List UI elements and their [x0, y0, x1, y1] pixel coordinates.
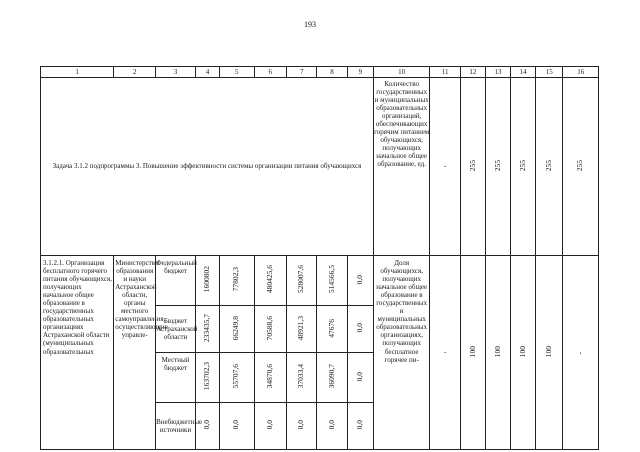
column-number: 12 — [460, 67, 485, 78]
column-number: 8 — [317, 67, 347, 78]
funding-value: 55707,6 — [231, 364, 241, 389]
funding-value: 47676 — [326, 318, 336, 338]
funding-value: 48921,3 — [296, 315, 306, 341]
page-number: 193 — [304, 20, 316, 29]
activity-executor: Министерство образования и науки Астраханской области, органы местного самоуправления, осуществляющие управле- — [114, 256, 156, 450]
indicator-name: Доля обучающихся, получающих начальное общее образование в государственных и муниципальных образовательных организациях, получающих бесплатное горячее пи- — [373, 256, 430, 450]
funding-value: 0,0 — [355, 371, 364, 382]
funding-value: 0,0 — [355, 274, 364, 285]
column-number: 16 — [563, 67, 599, 78]
task-title: Задача 3.1.2 подпрограммы 3. Повышение эффективности системы организации питания обучающихся — [41, 78, 374, 256]
column-number: 14 — [511, 67, 536, 78]
funding-source-label: Внебюджетные источники — [156, 403, 196, 450]
funding-value: 37033,4 — [296, 364, 306, 389]
column-number: 4 — [195, 67, 219, 78]
task-row — [41, 78, 599, 256]
column-number: 15 — [536, 67, 563, 78]
indicator-value: 100 — [517, 345, 527, 358]
funding-value: 66249,8 — [231, 315, 241, 341]
indicator-value: - — [575, 351, 585, 355]
funding-value: 0,0 — [296, 420, 306, 430]
funding-value: 36090,7 — [326, 364, 336, 389]
funding-value: 528007,6 — [296, 265, 306, 294]
column-number: 5 — [220, 67, 255, 78]
indicator-value: 255 — [543, 159, 553, 172]
funding-value: 1600802 — [202, 266, 212, 293]
indicator-name: Количество государственных и муниципальных образовательных организаций, обеспечивающих горячим питанием обучающихся, получающих начальное общее образование, ед. — [373, 78, 430, 256]
indicator-value: 255 — [467, 159, 477, 172]
column-number-row — [41, 67, 599, 78]
funding-value: 0,0 — [231, 420, 241, 430]
funding-value: 70588,6 — [264, 315, 274, 341]
column-number: 11 — [430, 67, 460, 78]
column-number: 3 — [156, 67, 196, 78]
indicator-base-value: - — [430, 78, 460, 256]
indicator-value: 100 — [467, 345, 477, 358]
funding-value: 0,0 — [355, 323, 364, 333]
funding-value: 163702,3 — [202, 362, 212, 391]
funding-value: 0,0 — [202, 420, 212, 430]
funding-value: 0,0 — [355, 420, 364, 430]
funding-value: 0,0 — [326, 420, 336, 430]
funding-value: 0,0 — [264, 420, 274, 430]
funding-value: 514566,5 — [326, 265, 336, 294]
funding-source-label: Федеральный бюджет — [156, 256, 196, 306]
indicator-value: 100 — [492, 345, 502, 358]
column-number: 6 — [254, 67, 286, 78]
column-number: 10 — [373, 67, 430, 78]
indicator-value: 100 — [543, 345, 553, 358]
column-number: 2 — [114, 67, 156, 78]
funding-value: 34870,6 — [264, 364, 274, 389]
source-row-federal — [41, 256, 599, 306]
activity-name: 3.1.2.1. Организация бесплатного горячего питания обучающихся, получающих начальное общее образование в государственных образовательных организациях Астраханской области (муниципальных образовательных — [41, 256, 114, 450]
indicator-value: 255 — [492, 159, 502, 172]
column-number: 9 — [347, 67, 373, 78]
column-number: 13 — [485, 67, 510, 78]
funding-source-label: Бюджет Астраханской области — [156, 306, 196, 353]
funding-source-label: Местный бюджет — [156, 353, 196, 403]
funding-value: 480425,6 — [264, 265, 274, 294]
indicator-value: 255 — [517, 159, 527, 172]
funding-value: 77802,3 — [231, 267, 241, 292]
column-number: 7 — [287, 67, 317, 78]
indicator-base-value: - — [430, 256, 460, 450]
indicator-value: 255 — [575, 159, 585, 172]
funding-value: 233435,7 — [202, 313, 212, 343]
program-table — [40, 66, 599, 450]
column-number: 1 — [41, 67, 114, 78]
